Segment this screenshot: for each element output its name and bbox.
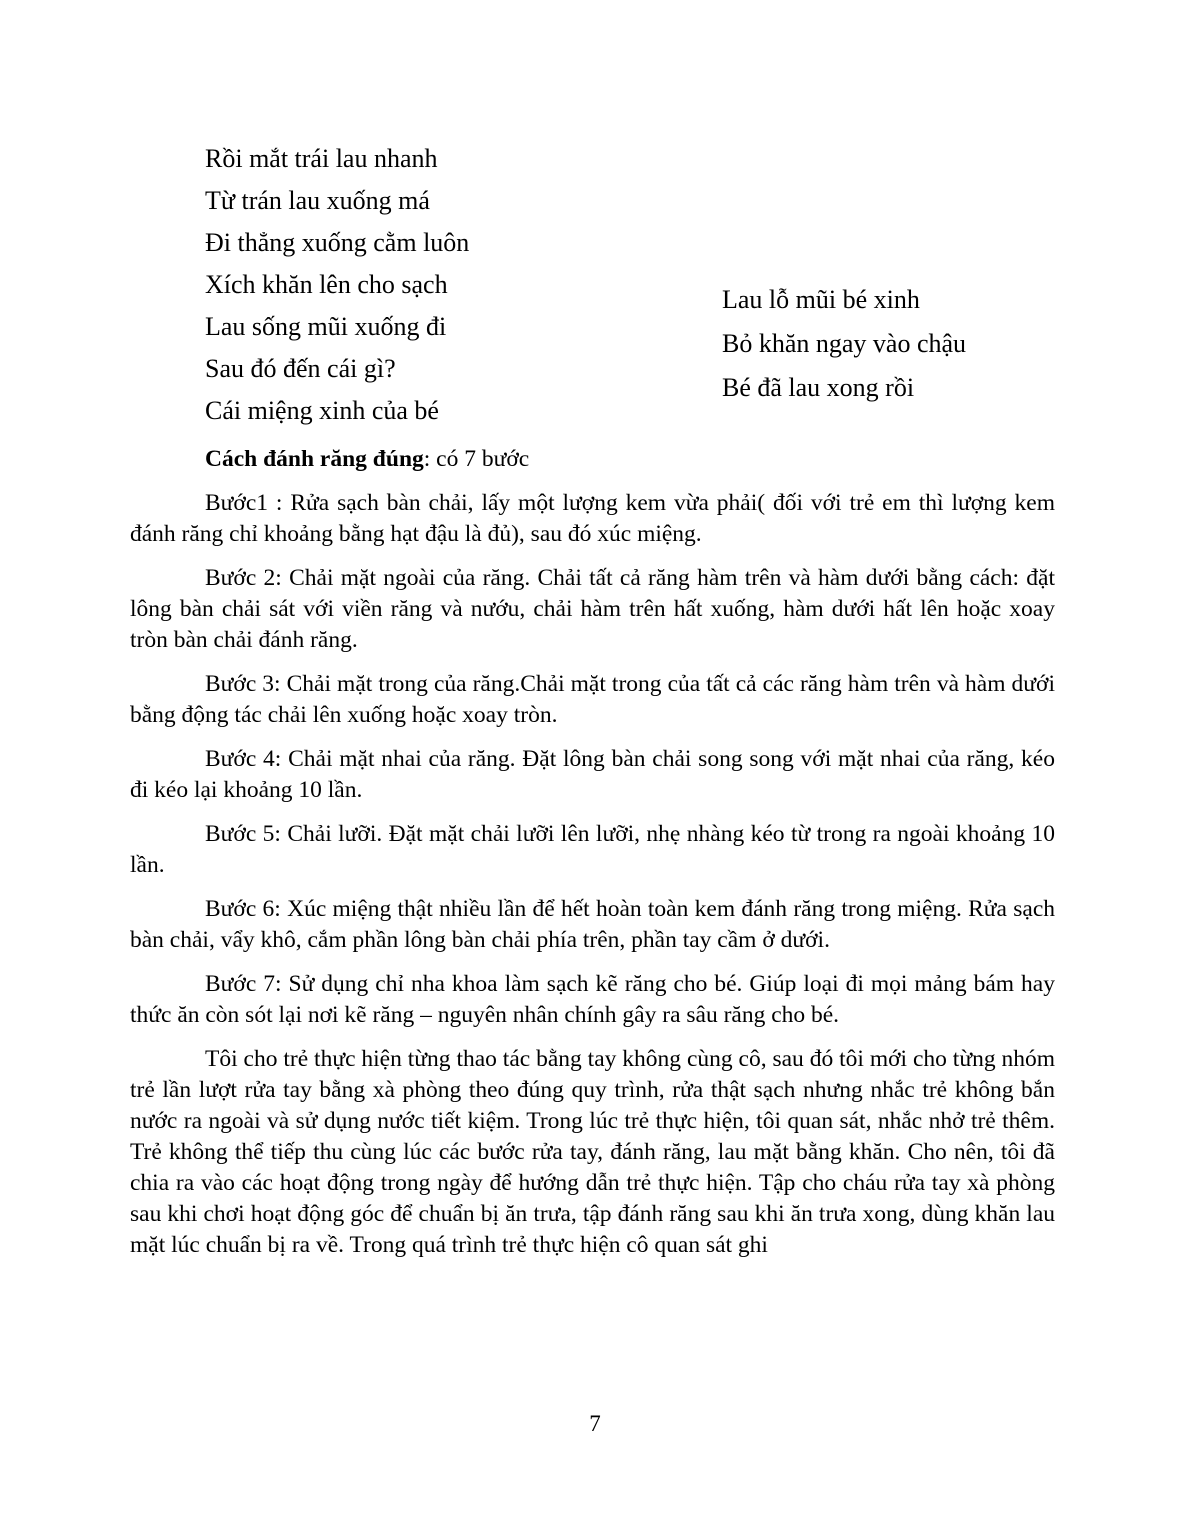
paragraph-step-3: Bước 3: Chải mặt trong của răng.Chải mặt trong của tất cả các răng hàm trên và hàm dưới bằng động tác chải lên xuống hoặc xoay tròn. [130,671,1055,728]
poem-right-column [722,278,966,410]
section-heading-bold: Cách đánh răng đúng [205,446,424,472]
paragraph-step-7: Bước 7: Sử dụng chỉ nha khoa làm sạch kẽ răng cho bé. Giúp loại đi mọi mảng bám hay thức ăn còn sót lại nơi kẽ răng – nguyên nhân chính gây ra sâu răng cho bé. [130,971,1055,1028]
paragraph-step-2: Bước 2: Chải mặt ngoài của răng. Chải tất cả răng hàm trên và hàm dưới bằng cách: đặt lông bàn chải sát với viền răng và nướu, chải hàm trên hất xuống, hàm dưới hất lên hoặc xoay tròn bàn chải đánh răng. [130,565,1055,653]
paragraph-practice-notes: Tôi cho trẻ thực hiện từng thao tác bằng tay không cùng cô, sau đó tôi mới cho từng nhóm trẻ lần lượt rửa tay bằng xà phòng theo đúng quy trình, rửa thật sạch nhưng nhắc trẻ không bắn nước ra ngoài và sử dụng nước tiết kiệm. Trong lúc trẻ thực hiện, tôi quan sát, nhắc nhở trẻ thêm. Trẻ không thể tiếp thu cùng lúc các bước rửa tay, đánh răng, lau mặt bằng khăn. Cho nên, tôi đã chia ra vào các hoạt động trong ngày để hướng dẫn trẻ thực hiện. Tập cho cháu rửa tay xà phòng sau khi chơi hoạt động góc để chuẩn bị ăn trưa, tập đánh răng sau khi ăn trưa xong, dùng khăn lau mặt lúc chuẩn bị ra về. Trong quá trình trẻ thực hiện cô quan sát ghi [130,1046,1055,1258]
poem-line: Cái miệng xinh của bé [205,396,439,425]
poem-line: Đi thẳng xuống cằm luôn [205,228,470,257]
poem-line: Bỏ khăn ngay vào chậu [722,329,967,358]
poem-line: Bé đã lau xong rồi [722,373,915,402]
poem-line: Rồi mắt trái lau nhanh [205,144,438,173]
poem-line: Xích khăn lên cho sạch [205,270,448,299]
poem-line: Sau đó đến cái gì? [205,354,396,383]
page-number: 7 [589,1411,601,1436]
paragraph-step-5: Bước 5: Chải lưỡi. Đặt mặt chải lưỡi lên lưỡi, nhẹ nhàng kéo từ trong ra ngoài khoảng 10 lần. [130,821,1055,878]
section-heading [205,444,1055,475]
paragraph-step-4: Bước 4: Chải mặt nhai của răng. Đặt lông bàn chải song song với mặt nhai của răng, kéo đi kéo lại khoảng 10 lần. [130,746,1055,803]
section-heading-rest: : có 7 bước [423,446,530,472]
paragraph-step-6: Bước 6: Xúc miệng thật nhiều lần để hết hoàn toàn kem đánh răng trong miệng. Rửa sạch bàn chải, vẩy khô, cắm phần lông bàn chải phía trên, phần tay cầm ở dưới. [130,896,1055,953]
poem-line: Từ trán lau xuống má [205,186,430,215]
paragraph-step-1: Bước1 : Rửa sạch bàn chải, lấy một lượng kem vừa phải( đối với trẻ em thì lượng kem đánh răng chỉ khoảng bằng hạt đậu là đủ), sau đó xúc miệng. [130,490,1055,547]
poem-line: Lau sống mũi xuống đi [205,312,447,341]
poem-line: Lau lỗ mũi bé xinh [722,285,920,314]
poem-section [130,138,1055,432]
